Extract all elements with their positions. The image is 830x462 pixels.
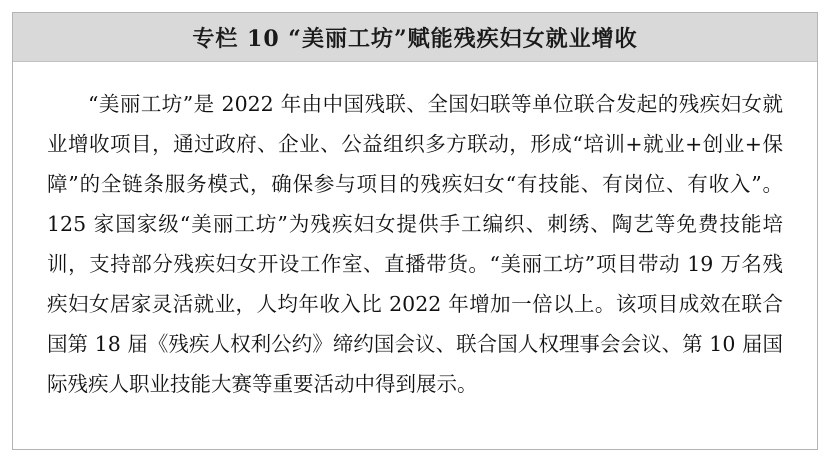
callout-body xyxy=(13,62,817,422)
callout-paragraph: “美丽工坊”是 2022 年由中国残联、全国妇联等单位联合发起的残疾妇女就业增收项目，通过政府、企业、公益组织多方联动，形成“培训+就业+创业+保障”的全链条服务模式，确保参与项目的残疾妇女“有技能、有岗位、有收入”。125 家国家级“美丽工坊”为残疾妇女提供手工编织、刺绣、陶艺等免费技能培训，支持部分残疾妇女开设工作室、直播带货。“美丽工坊”项目带动 19 万名残疾妇女居家灵活就业，人均年收入比 2022 年增加一倍以上。该项目成效在联合国第 18 届《残疾人权利公约》缔约国会议、联合国人权理事会会议、第 10 届国际残疾人职业技能大赛等重要活动中得到展示。 xyxy=(47,92,783,396)
callout-title-bar xyxy=(13,13,817,62)
callout-box xyxy=(12,12,818,450)
callout-title: 专栏 10 “美丽工坊”赋能残疾妇女就业增收 xyxy=(192,25,638,52)
